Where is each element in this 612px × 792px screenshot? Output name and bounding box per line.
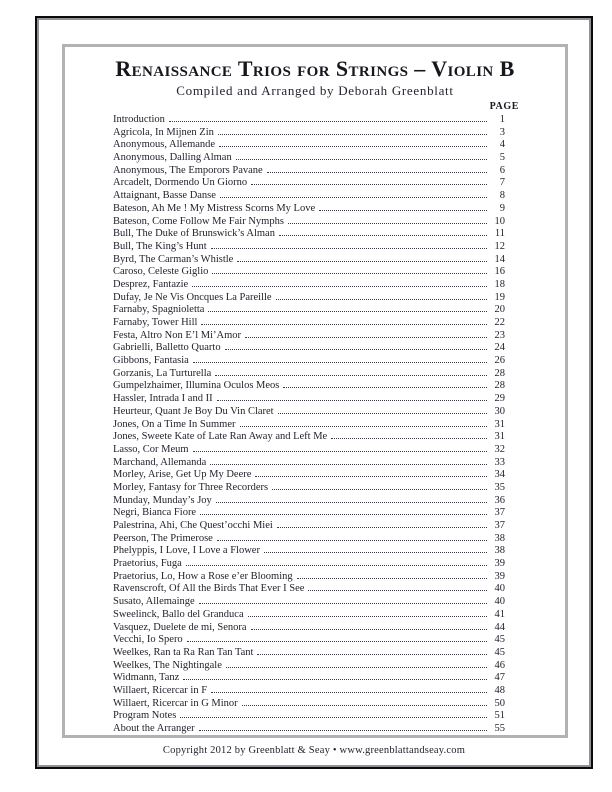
toc-entry-title: Bull, The Duke of Brunswick’s Alman <box>113 228 275 240</box>
toc-entry-row <box>113 533 505 546</box>
toc-entry-row <box>113 482 505 495</box>
toc-entry-page-number: 10 <box>494 215 505 227</box>
toc-entry-page-number: 40 <box>494 596 505 608</box>
toc-entry-row <box>113 685 505 698</box>
toc-leader-dots <box>210 464 487 465</box>
toc-entry-title: Peerson, The Primerose <box>113 532 213 544</box>
toc-entry-title: Gibbons, Fantasia <box>113 355 189 367</box>
toc-entry-row <box>113 609 505 622</box>
toc-entry-row <box>113 596 505 609</box>
toc-entry-title: Farnaby, Tower Hill <box>113 317 198 328</box>
toc-entry-title: Phelyppis, I Love, I Love a Flower <box>113 545 260 557</box>
toc-entry-page-number: 32 <box>494 443 505 455</box>
toc-leader-dots <box>169 121 487 122</box>
toc-leader-dots <box>180 717 487 718</box>
toc-entry-title: Byrd, The Carman’s Whistle <box>113 253 234 265</box>
toc-leader-dots <box>201 324 487 325</box>
toc-entry-row <box>113 241 505 254</box>
toc-leader-dots <box>217 400 487 401</box>
toc-leader-dots <box>192 286 487 287</box>
toc-entry-row <box>113 114 505 127</box>
toc-leader-dots <box>255 476 487 477</box>
toc-leader-dots <box>212 273 487 274</box>
toc-entry-title: Gumpelzhaimer, Illumina Oculos Meos <box>113 380 280 392</box>
toc-entry-row <box>113 177 505 190</box>
toc-entry-row <box>113 292 505 305</box>
toc-entry-page-number: 38 <box>494 545 505 557</box>
toc-entry-page-number: 8 <box>499 190 505 202</box>
document-title: Renaissance Trios for Strings – Violin B <box>115 56 515 81</box>
toc-entry-title: Weelkes, Ran ta Ra Ran Tan Tant <box>113 646 254 658</box>
toc-leader-dots <box>193 451 487 452</box>
toc-entry-title: Gabrielli, Balletto Quarto <box>113 342 221 354</box>
toc-entry-row <box>113 431 505 444</box>
toc-entry-title: Praetorius, Lo, How a Rose e’er Blooming <box>113 570 293 582</box>
toc-leader-dots <box>186 565 487 566</box>
toc-entry-page-number: 23 <box>494 329 505 341</box>
toc-entry-page-number: 28 <box>494 380 505 392</box>
toc-entry-row <box>113 203 505 216</box>
toc-entry-page-number: 30 <box>494 405 505 417</box>
toc-entry-title: Farnaby, Spagnioletta <box>113 304 205 316</box>
toc-entry-row <box>113 279 505 292</box>
toc-leader-dots <box>242 705 487 706</box>
toc-entry-row <box>113 330 505 343</box>
toc-entry-page-number: 33 <box>494 456 505 468</box>
toc-entry-title: Vecchi, Io Spero <box>113 634 183 646</box>
toc-entry-row <box>113 380 505 393</box>
toc-entry-page-number: 26 <box>494 355 505 367</box>
toc-entry-title: Caroso, Celeste Giglio <box>113 266 209 278</box>
toc-entry-page-number: 36 <box>494 494 505 506</box>
toc-entry-title: Agricola, In Mijnen Zin <box>113 126 214 138</box>
toc-entry-page-number: 41 <box>494 608 505 620</box>
toc-leader-dots <box>267 172 487 173</box>
toc-entry-title: Bateson, Come Follow Me Fair Nymphs <box>113 215 284 227</box>
toc-entry-page-number: 28 <box>494 367 505 379</box>
toc-entry-row <box>113 444 505 457</box>
toc-entry-page-number: 37 <box>494 507 505 519</box>
toc-leader-dots <box>200 514 487 515</box>
toc-entry-title: Willaert, Ricercar in G Minor <box>113 697 238 709</box>
toc-entry-title: Lasso, Cor Meum <box>113 443 189 455</box>
toc-entry-page-number: 16 <box>494 266 505 278</box>
toc-entry-title: Anonymous, Allemande <box>113 139 216 151</box>
toc-leader-dots <box>236 159 487 160</box>
toc-entry-page-number: 6 <box>499 164 505 176</box>
toc-entry-page-number: 20 <box>494 304 505 316</box>
toc-entry-page-number: 29 <box>494 393 505 405</box>
toc-leader-dots <box>319 210 487 211</box>
toc-leader-dots <box>216 502 487 503</box>
toc-leader-dots <box>215 375 487 376</box>
toc-entry-title: Negri, Bianca Fiore <box>113 507 197 519</box>
toc-entry-title: Weelkes, The Nightingale <box>113 659 222 671</box>
footer-copyright: Copyright 2012 by Greenblatt & Seay • www.greenblattandseay.com <box>162 745 466 756</box>
toc-leader-dots <box>331 438 487 439</box>
toc-entry-row <box>113 152 505 165</box>
toc-entry-page-number: 11 <box>494 228 505 240</box>
toc-entry-page-number: 31 <box>494 418 505 430</box>
toc-entry-page-number: 34 <box>494 469 505 481</box>
toc-entry-title: Anonymous, The Emporors Pavane <box>113 164 263 176</box>
toc-entry-title: Bateson, Ah Me ! My Mistress Scorns My Love <box>113 202 316 214</box>
toc-entry-row <box>113 393 505 406</box>
toc-entry-row <box>113 495 505 508</box>
toc-entry-page-number: 37 <box>494 520 505 531</box>
toc-entry-row <box>113 304 505 317</box>
toc-entry-page-number: 47 <box>494 672 505 684</box>
toc-leader-dots <box>276 299 487 300</box>
toc-leader-dots <box>183 679 487 680</box>
toc-leader-dots <box>248 616 487 617</box>
toc-leader-dots <box>237 261 487 262</box>
toc-entry-row <box>113 723 505 736</box>
toc-entry-page-number: 9 <box>499 202 505 214</box>
toc-entry-title: Munday, Munday’s Joy <box>113 494 212 506</box>
toc-leader-dots <box>187 641 487 642</box>
toc-entry-title: Ravenscroft, Of All the Birds That Ever I See <box>113 583 305 595</box>
toc-leader-dots <box>208 311 487 312</box>
toc-entry-page-number: 12 <box>494 240 505 252</box>
toc-entry-title: Jones, On a Time In Summer <box>113 418 236 430</box>
toc-entry-title: Hassler, Intrada I and II <box>113 393 213 405</box>
toc-entry-row <box>113 254 505 267</box>
toc-leader-dots <box>245 337 487 338</box>
toc-entry-title: Gorzanis, La Turturella <box>113 367 212 379</box>
toc-entry-page-number: 45 <box>494 634 505 646</box>
toc-entry-page-number: 35 <box>494 481 505 493</box>
toc-entry-title: Introduction <box>113 114 165 125</box>
toc-leader-dots <box>288 223 487 224</box>
toc-entry-page-number: 46 <box>494 659 505 671</box>
toc-entry-title: Dufay, Je Ne Vis Oncques La Pareille <box>113 291 272 303</box>
toc-entry-page-number: 5 <box>499 152 505 164</box>
toc-entry-row <box>113 647 505 660</box>
toc-leader-dots <box>226 667 487 668</box>
toc-leader-dots <box>251 184 487 185</box>
toc-leader-dots <box>193 362 487 363</box>
toc-entry-row <box>113 406 505 419</box>
toc-entry-title: Festa, Altro Non E’l Mi’Amor <box>113 329 242 341</box>
toc-entry-row <box>113 368 505 381</box>
toc-entry-row <box>113 355 505 368</box>
toc-leader-dots <box>272 489 487 490</box>
document-subtitle: Compiled and Arranged by Deborah Greenblatt <box>176 83 454 98</box>
toc-entry-row <box>113 469 505 482</box>
toc-leader-dots <box>283 387 487 388</box>
toc-entry-page-number: 22 <box>494 317 505 328</box>
toc-entry-row <box>113 165 505 178</box>
toc-entry-page-number: 24 <box>494 342 505 354</box>
toc-leader-dots <box>297 578 487 579</box>
toc-entry-page-number: 19 <box>494 291 505 303</box>
toc-entry-title: Palestrina, Ahi, Che Quest’occhi Miei <box>113 520 273 531</box>
toc-entry-title: Heurteur, Quant Je Boy Du Vin Claret <box>113 405 274 417</box>
toc-leader-dots <box>251 629 487 630</box>
toc-leader-dots <box>240 426 487 427</box>
toc-entry-row <box>113 139 505 152</box>
toc-entry-row <box>113 634 505 647</box>
toc-entry-title: Sweelinck, Ballo del Granduca <box>113 608 244 620</box>
toc-entry-page-number: 45 <box>494 646 505 658</box>
toc-entry-title: Susato, Allemainge <box>113 596 195 608</box>
page-column-header: PAGE <box>489 101 519 112</box>
toc-leader-dots <box>220 197 487 198</box>
toc-entry-title: Desprez, Fantazie <box>113 278 189 290</box>
toc-entry-row <box>113 660 505 673</box>
toc-entry-row <box>113 216 505 229</box>
toc-entry-page-number: 3 <box>499 126 505 138</box>
toc-entry-row <box>113 545 505 558</box>
toc-entry-page-number: 40 <box>494 583 505 595</box>
toc-entry-title: Widmann, Tanz <box>113 672 180 684</box>
toc-entry-row <box>113 127 505 140</box>
toc-leader-dots <box>218 134 487 135</box>
toc-entry-row <box>113 419 505 432</box>
toc-entry-title: Bull, The King’s Hunt <box>113 240 207 252</box>
toc-entry-row <box>113 672 505 685</box>
toc-entry-row <box>113 571 505 584</box>
toc-entry-row <box>113 710 505 723</box>
toc-entry-row <box>113 457 505 470</box>
toc-entry-page-number: 39 <box>494 558 505 570</box>
toc-entry-row <box>113 698 505 711</box>
toc-entry-title: Attaignant, Basse Danse <box>113 190 216 202</box>
toc-leader-dots <box>211 692 487 693</box>
toc-entry-row <box>113 190 505 203</box>
toc-entry-title: Praetorius, Fuga <box>113 558 182 570</box>
toc-leader-dots <box>277 527 487 528</box>
toc-entry-title: Anonymous, Dalling Alman <box>113 152 232 164</box>
toc-entry-page-number: 38 <box>494 532 505 544</box>
toc-entry-row <box>113 228 505 241</box>
toc-leader-dots <box>278 413 487 414</box>
toc-leader-dots <box>199 603 487 604</box>
table-of-contents <box>65 113 565 736</box>
toc-entry-title: Willaert, Ricercar in F <box>113 684 208 696</box>
content-border-box <box>62 44 568 738</box>
toc-entry-page-number: 48 <box>494 684 505 696</box>
toc-leader-dots <box>225 349 487 350</box>
toc-entry-title: Program Notes <box>113 710 177 722</box>
toc-leader-dots <box>219 146 487 147</box>
toc-entry-title: Morley, Arise, Get Up My Deere <box>113 469 252 481</box>
toc-entry-page-number: 4 <box>499 139 505 151</box>
toc-entry-title: Arcadelt, Dormendo Un Giorno <box>113 177 248 189</box>
toc-entry-page-number: 55 <box>494 723 505 734</box>
toc-entry-page-number: 7 <box>499 177 505 189</box>
toc-entry-page-number: 14 <box>494 253 505 265</box>
toc-entry-title: Morley, Fantasy for Three Recorders <box>113 481 269 493</box>
toc-leader-dots <box>257 654 487 655</box>
toc-leader-dots <box>264 552 487 553</box>
toc-entry-row <box>113 622 505 635</box>
toc-leader-dots <box>308 590 487 591</box>
toc-entry-page-number: 50 <box>494 697 505 709</box>
toc-entry-row <box>113 317 505 330</box>
toc-entry-row <box>113 520 505 533</box>
toc-entry-title: Marchand, Allemanda <box>113 456 207 468</box>
toc-entry-page-number: 1 <box>499 114 505 125</box>
toc-leader-dots <box>279 235 487 236</box>
toc-leader-dots <box>199 730 487 731</box>
toc-leader-dots <box>217 540 487 541</box>
toc-entry-row <box>113 342 505 355</box>
toc-entry-page-number: 44 <box>494 621 505 633</box>
toc-entry-page-number: 39 <box>494 570 505 582</box>
toc-entry-page-number: 18 <box>494 278 505 290</box>
toc-leader-dots <box>211 248 487 249</box>
toc-entry-row <box>113 583 505 596</box>
toc-entry-title: About the Arranger <box>113 723 195 734</box>
toc-entry-title: Vasquez, Duelete de mi, Senora <box>113 621 247 633</box>
toc-entry-row <box>113 266 505 279</box>
toc-entry-row <box>113 507 505 520</box>
toc-entry-row <box>113 558 505 571</box>
toc-entry-page-number: 31 <box>494 431 505 443</box>
toc-entry-page-number: 51 <box>494 710 505 722</box>
toc-entry-title: Jones, Sweete Kate of Late Ran Away and Left Me <box>113 431 328 443</box>
